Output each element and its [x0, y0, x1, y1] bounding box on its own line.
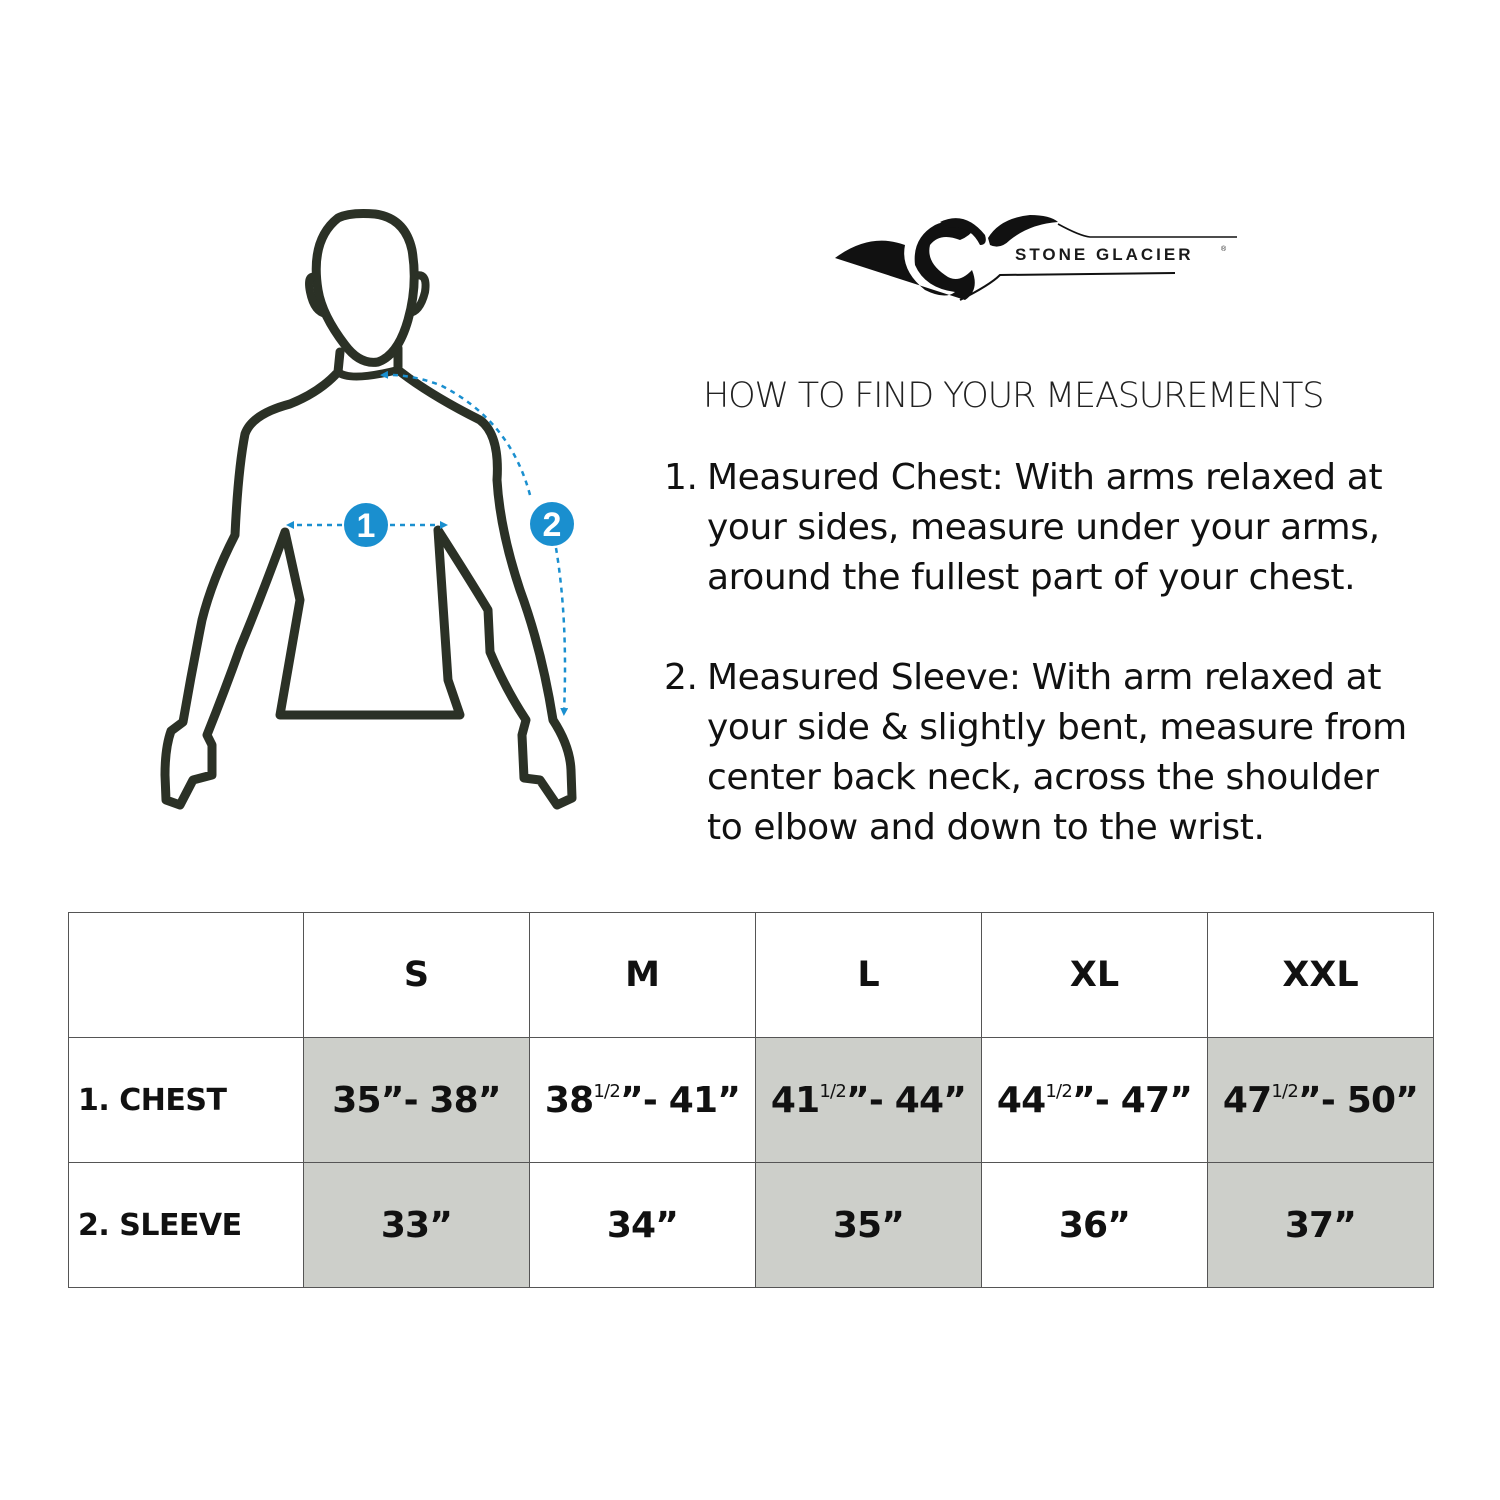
size-header: S — [304, 913, 530, 1038]
sleeve-value-s: 33” — [304, 1163, 530, 1288]
chest-row — [69, 1038, 1434, 1163]
instruction-chest — [664, 453, 1464, 603]
size-header: XL — [982, 913, 1208, 1038]
chest-value-s: 35”- 38” — [304, 1038, 530, 1163]
instruction-number: 1. — [664, 457, 698, 498]
sleeve-value-xxl: 37” — [1208, 1163, 1434, 1288]
corner-cell — [69, 913, 304, 1038]
sleeve-measure-arrow-lower — [556, 548, 565, 712]
size-header: M — [530, 913, 756, 1038]
chest-value-xxl: $47^{1/2}”-$ 50” — [1208, 1038, 1434, 1163]
brand-reg-mark: ® — [1221, 246, 1227, 253]
chest-marker-number: 1 — [356, 507, 376, 545]
instruction-sleeve — [664, 653, 1464, 853]
sleeve-row — [69, 1163, 1434, 1288]
instruction-line: your sides, measure under your arms, — [707, 507, 1380, 548]
sleeve-value-xl: 36” — [982, 1163, 1208, 1288]
torso-outline — [165, 348, 572, 805]
logo-head-line — [960, 273, 1175, 300]
instruction-line: center back neck, across the shoulder — [707, 757, 1379, 798]
chest-value-xl: $44^{1/2}”-$ 47” — [982, 1038, 1208, 1163]
instructions-heading: HOW TO FIND YOUR MEASUREMENTS — [703, 376, 1324, 416]
row-label: 2. SLEEVE — [69, 1163, 304, 1288]
sleeve-marker-number: 2 — [542, 506, 562, 544]
sleeve-value-l: 35” — [756, 1163, 982, 1288]
instruction-number: 2. — [664, 657, 698, 698]
measurement-figure — [150, 205, 590, 825]
instruction-line: Measured Sleeve: With arm relaxed at — [707, 657, 1382, 698]
size-chart-table — [68, 912, 1434, 1288]
logo-horn-swoosh — [835, 221, 975, 300]
row-label: 1. CHEST — [69, 1038, 304, 1163]
size-header: XXL — [1208, 913, 1434, 1038]
head-outline — [316, 214, 414, 363]
sleeve-measure-arrow — [384, 375, 530, 495]
logo-horn-right — [988, 215, 1058, 247]
brand-name: STONE GLACIER — [1015, 245, 1194, 264]
size-header-row — [69, 913, 1434, 1038]
instruction-line: Measured Chest: With arms relaxed at — [707, 457, 1383, 498]
logo-top-line — [1058, 224, 1237, 237]
collar-outline — [338, 370, 398, 377]
instruction-line: to elbow and down to the wrist. — [707, 807, 1265, 848]
size-header: L — [756, 913, 982, 1038]
chest-value-l: $41^{1/2}”-$ 44” — [756, 1038, 982, 1163]
chest-value-m: $38^{1/2}”-$ 41” — [530, 1038, 756, 1163]
instruction-line: your side & slightly bent, measure from — [707, 707, 1407, 748]
sleeve-value-m: 34” — [530, 1163, 756, 1288]
instruction-line: around the fullest part of your chest. — [707, 557, 1356, 598]
